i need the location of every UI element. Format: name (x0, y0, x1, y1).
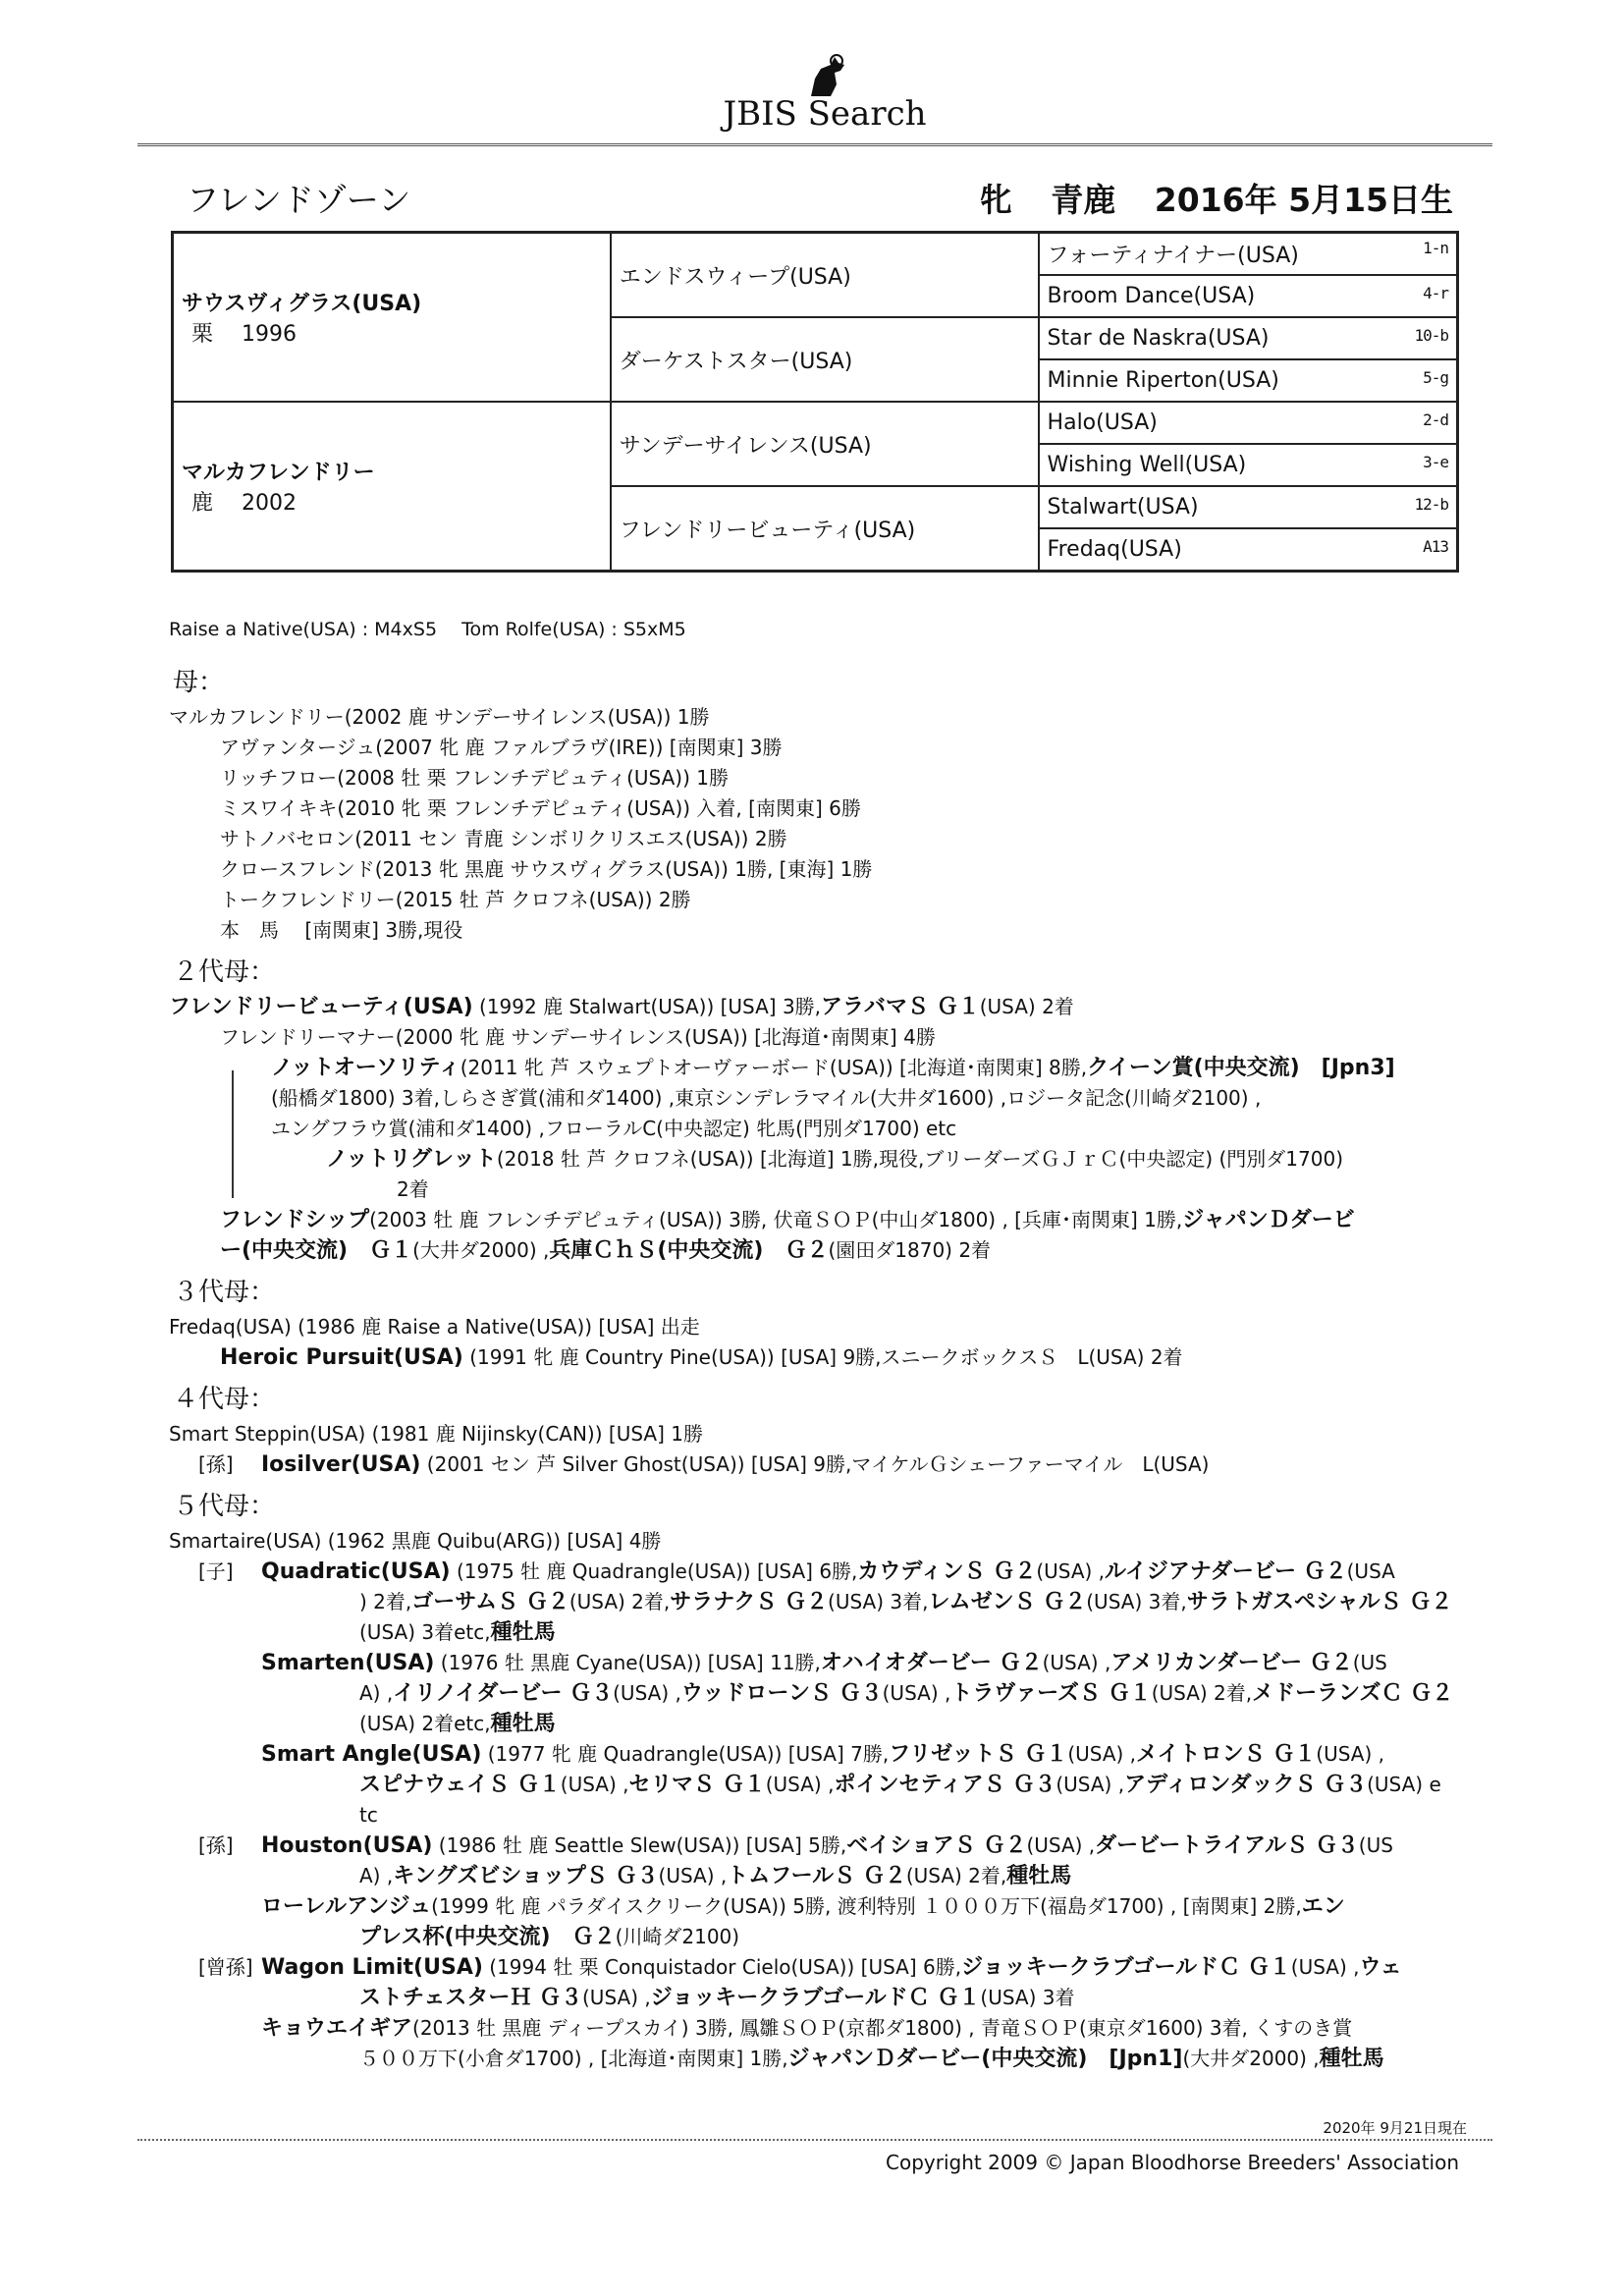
family-number: A13 (1423, 537, 1448, 556)
record-line (169, 1922, 1475, 1952)
dam-cell[interactable] (173, 402, 611, 572)
record-line (169, 2013, 1475, 2044)
record-text: (1991 牝 鹿 Country Pine(USA)) [USA] 9勝,スニークボックスＳ L(USA) 2着 (462, 1345, 1183, 1369)
race-name: フリゼットＳ Ｇ１ (889, 1742, 1068, 1767)
record-text: (2003 牡 鹿 フレンチデピュティ(USA)) 3勝, 伏竜ＳＯＰ(中山ダ1800) , [兵庫･南関東] 1勝, (369, 1208, 1183, 1231)
record-line (169, 1053, 1475, 1083)
record-line (169, 1831, 1475, 1861)
race-name: ー(中央交流) Ｇ１ (220, 1238, 413, 1263)
record-text: (USA) , (1026, 1833, 1096, 1857)
pedigree-gg[interactable] (1039, 528, 1458, 572)
record-text: (USA) , (765, 1773, 835, 1796)
stallion-tag: 種牡馬 (1006, 1864, 1072, 1888)
record-text: (USA) 3着 (980, 1986, 1075, 2009)
record-text: ) 2着, (359, 1590, 412, 1613)
section-heading: ５代母： (173, 1492, 276, 1521)
record-line (169, 1983, 1475, 2013)
horse-link[interactable]: Houston(USA) (261, 1833, 433, 1858)
relation-label: [子] (198, 1559, 234, 1583)
record-text: (USA) 2着 (979, 995, 1074, 1018)
record-line (169, 1739, 1475, 1770)
record-line: マルカフレンドリー(2002 鹿 サンデーサイレンス(USA)) 1勝 (169, 705, 710, 729)
race-name: イリノイダービー Ｇ３ (393, 1681, 614, 1706)
pedigree-gg[interactable] (1039, 275, 1458, 317)
horse-link[interactable]: フレンドリービューティ(USA) (169, 995, 473, 1019)
relation-label: [曾孫] (198, 1955, 253, 1979)
record-text: (USA) 2着, (1151, 1681, 1253, 1705)
record-text: (USA) , (882, 1681, 951, 1705)
race-name: ウッドローンＳ Ｇ３ (680, 1681, 883, 1706)
record-text: (USA) 2着etc, (359, 1712, 491, 1735)
race-name: スピナウェイＳ Ｇ１ (359, 1773, 561, 1797)
race-name: アディロンダックＳ Ｇ３ (1124, 1773, 1368, 1797)
record-text: (大井ダ2000) , (1182, 2047, 1320, 2070)
record-line (169, 1449, 1475, 1480)
logo-text: JBIS Search (723, 94, 927, 134)
record-text: (1975 牡 鹿 Quadrangle(USA)) [USA] 6勝, (450, 1559, 858, 1583)
horse-color: 青鹿 (1051, 181, 1116, 219)
record-text: (USA) , (1036, 1559, 1106, 1583)
horse-link[interactable]: キョウエイギア (261, 2016, 413, 2041)
record-text: (USA) , (1042, 1651, 1111, 1674)
gg-name: Wishing Well(USA) (1047, 453, 1247, 477)
pedigree-gg[interactable] (1039, 402, 1458, 444)
record-text: (USA) , (560, 1773, 629, 1796)
record-line (169, 1617, 1475, 1648)
record-line (169, 1648, 1475, 1678)
record-text: (大井ダ2000) , (412, 1238, 550, 1262)
horse-link[interactable]: ノットリグレット (326, 1147, 497, 1172)
record-text: (USA) 3着etc, (359, 1620, 491, 1644)
race-name: エン (1301, 1894, 1345, 1919)
record-text: (USA) , (582, 1986, 651, 2009)
dam-sub: 鹿 2002 (191, 491, 297, 516)
record-line: クロースフレンド(2013 牝 黒鹿 サウスヴィグラス(USA)) 1勝, [東海] 1勝 (220, 857, 873, 881)
record-text: (USA) 3着, (828, 1590, 929, 1613)
family-record (169, 656, 1475, 2074)
race-name: クイーン賞(中央交流) [Jpn3] (1087, 1056, 1395, 1080)
race-name: ダービートライアルＳ Ｇ３ (1095, 1833, 1359, 1858)
race-name: メドーランズＣ Ｇ２ (1252, 1681, 1454, 1706)
record-text: A) , (359, 1681, 394, 1705)
record-line: フレンドリーマナー(2000 牝 鹿 サンデーサイレンス(USA)) [北海道･南関東] 4勝 (220, 1025, 936, 1049)
record-line: リッチフロー(2008 牡 栗 フレンチデピュティ(USA)) 1勝 (220, 766, 729, 790)
record-text: (USA) , (1067, 1742, 1137, 1766)
race-name: サラナクＳ Ｇ２ (670, 1590, 829, 1614)
record-text: (USA) 2着, (905, 1864, 1007, 1887)
race-name: ストチェスターＨ Ｇ３ (359, 1986, 582, 2010)
record-text: A) , (359, 1864, 394, 1887)
record-text: (2011 牝 芦 スウェプトオーヴァーボード(USA)) [北海道･南関東] 8勝, (460, 1056, 1088, 1079)
record-line (169, 1770, 1475, 1800)
gg-name: フォーティナイナー(USA) (1047, 244, 1299, 268)
race-name: レムゼンＳ Ｇ２ (928, 1590, 1087, 1614)
sire-sub: 栗 1996 (191, 322, 297, 347)
race-name: ベイショアＳ Ｇ２ (846, 1833, 1027, 1858)
race-name: ジョッキークラブゴールドＣ Ｇ１ (650, 1986, 981, 2010)
gg-name: Fredaq(USA) (1047, 537, 1182, 562)
as-of-date: 2020年 9月21日現在 (1323, 2119, 1467, 2137)
record-line: tc (359, 1803, 378, 1827)
record-line: サトノバセロン(2011 セン 青鹿 シンボリクリスエス(USA)) 2勝 (220, 827, 787, 850)
pedigree-gg[interactable] (1039, 233, 1458, 276)
record-text: (US (1358, 1833, 1393, 1857)
record-text: (USA) e (1367, 1773, 1441, 1796)
race-name: アラバマＳ Ｇ１ (821, 995, 980, 1019)
pedigree-mid[interactable]: エンドスウィープ(USA) (611, 233, 1039, 318)
title-row (187, 175, 1453, 224)
horse-link[interactable]: Smarten(USA) (261, 1651, 435, 1675)
record-line: Fredaq(USA) (1986 鹿 Raise a Native(USA)) [USA] 出走 (169, 1315, 700, 1339)
record-text: (2018 牡 芦 クロフネ(USA)) [北海道] 1勝,現役,ブリーダーズＧＪｒＣ(中央認定) (門別ダ1700) (496, 1147, 1344, 1171)
record-line (169, 992, 1475, 1022)
race-name: カウディンＳ Ｇ２ (857, 1559, 1037, 1584)
record-line: ユングフラウ賞(浦和ダ1400) ,フローラルC(中央認定) 牝馬(門別ダ1700) etc (271, 1117, 957, 1140)
race-name: ジョッキークラブゴールドＣ Ｇ１ (961, 1955, 1291, 1980)
record-text: (1999 牝 鹿 パラダイスクリーク(USA)) 5勝, 渡利特別 １０００万下(福島ダ1700) , [南関東] 2勝, (431, 1894, 1302, 1918)
horse-link[interactable]: Wagon Limit(USA) (261, 1955, 483, 1980)
record-line (169, 1144, 1475, 1175)
gg-name: Star de Naskra(USA) (1047, 326, 1270, 351)
record-line: トークフレンドリー(2015 牡 芦 クロフネ(USA)) 2勝 (220, 888, 691, 911)
record-text: (USA) , (658, 1864, 728, 1887)
record-line: ミスワイキキ(2010 牝 栗 フレンチデピュティ(USA)) 入着, [南関東] 6勝 (220, 796, 861, 820)
record-line (169, 1952, 1475, 1983)
record-text: (1994 牡 栗 Conquistador Cielo(USA)) [USA] 6勝, (482, 1955, 962, 1979)
inbreeding-note: Raise a Native(USA) : M4xS5 Tom Rolfe(USA) : S5xM5 (169, 619, 686, 640)
race-name: ジャパンＤダービ (1182, 1208, 1355, 1232)
section-heading: ２代母： (173, 957, 276, 987)
record-line (169, 1861, 1475, 1891)
record-line: Smart Steppin(USA) (1981 鹿 Nijinsky(CAN)) [USA] 1勝 (169, 1422, 703, 1446)
record-text: (園田ダ1870) 2着 (828, 1238, 992, 1262)
race-name: セリマＳ Ｇ１ (628, 1773, 766, 1797)
relation-label: [孫] (198, 1452, 234, 1476)
record-text: (2001 セン 芦 Silver Ghost(USA)) [USA] 9勝,マイケルＧシェーファーマイル L(USA) (420, 1452, 1210, 1476)
pedigree-gg[interactable] (1039, 359, 1458, 402)
record-text: (1977 牝 鹿 Quadrangle(USA)) [USA] 7勝, (481, 1742, 890, 1766)
race-name: オハイオダービー Ｇ２ (820, 1651, 1043, 1675)
record-line (169, 1557, 1475, 1587)
race-name: トラヴァーズＳ Ｇ１ (950, 1681, 1152, 1706)
record-line: 2着 (397, 1177, 429, 1201)
race-name: ポインセティアＳ Ｇ３ (834, 1773, 1056, 1797)
stallion-tag: 種牡馬 (490, 1712, 556, 1736)
record-line (169, 1235, 1475, 1266)
header-rule (137, 143, 1492, 146)
pedigree-mid[interactable]: サンデーサイレンス(USA) (611, 402, 1039, 486)
record-text: (USA) , (1290, 1955, 1360, 1979)
race-name: プレス杯(中央交流) Ｇ２ (359, 1925, 616, 1949)
record-line (169, 1205, 1475, 1235)
horse-sex: 牝 (979, 181, 1012, 219)
family-number: 12-b (1414, 495, 1448, 514)
family-number: 10-b (1414, 326, 1448, 345)
record-text: (USA (1346, 1559, 1395, 1583)
race-name: アメリカンダービー Ｇ２ (1110, 1651, 1353, 1675)
family-number: 4-r (1423, 284, 1448, 302)
gg-name: Broom Dance(USA) (1047, 284, 1256, 308)
pedigree-mid[interactable]: ダーケストスター(USA) (611, 317, 1039, 402)
horse-link[interactable]: フレンドシップ (220, 1208, 370, 1232)
section-heading: 母： (173, 668, 225, 697)
record-line: 本 馬 [南関東] 3勝,現役 (220, 918, 463, 942)
record-line (169, 1342, 1475, 1373)
record-text: (USA) 3着, (1086, 1590, 1187, 1613)
pedigree-table (171, 231, 1459, 573)
sire-cell[interactable] (173, 233, 611, 403)
race-name: ゴーサムＳ Ｇ２ (411, 1590, 569, 1614)
record-line: アヴァンタージュ(2007 牝 鹿 ファルブラヴ(IRE)) [南関東] 3勝 (220, 736, 783, 759)
family-number: 2-d (1423, 410, 1448, 429)
stallion-tag: 種牡馬 (490, 1620, 556, 1645)
section-heading: ３代母： (173, 1278, 276, 1307)
record-text: (2013 牡 黒鹿 ディープスカイ) 3勝, 鳳雛ＳＯＰ(京都ダ1800) , 青竜ＳＯＰ(東京ダ1600) 3着, くすのき賞 (412, 2016, 1353, 2040)
record-text: (1986 牡 鹿 Seattle Slew(USA)) [USA] 5勝, (432, 1833, 847, 1857)
section-heading: ４代母： (173, 1385, 276, 1414)
gg-name: Stalwart(USA) (1047, 495, 1199, 519)
record-line (169, 2044, 1475, 2074)
family-number: 3-e (1423, 453, 1448, 471)
dam-name: マルカフレンドリー (182, 461, 375, 485)
race-name: ルイジアナダービー Ｇ２ (1105, 1559, 1347, 1584)
record-line: (船橋ダ1800) 3着,しらさぎ賞(浦和ダ1400) ,東京シンデレラマイル(大井ダ1600) ,ロジータ記念(川崎ダ2100) , (271, 1086, 1262, 1110)
horse-link[interactable]: ノットオーソリティ (271, 1056, 460, 1080)
record-text: (USA) 2着, (568, 1590, 671, 1613)
record-text: (1976 牡 黒鹿 Cyane(USA)) [USA] 11勝, (434, 1651, 821, 1674)
record-text: (川崎ダ2100) (615, 1925, 740, 1948)
relation-label: [孫] (198, 1833, 234, 1857)
record-text: (USA) , (1316, 1742, 1384, 1766)
record-text: (1992 鹿 Stalwart(USA)) [USA] 3勝, (472, 995, 822, 1018)
gg-name: Halo(USA) (1047, 410, 1158, 435)
horse-link[interactable]: Smart Angle(USA) (261, 1742, 482, 1767)
record-text: (US (1352, 1651, 1387, 1674)
record-line (169, 1709, 1475, 1739)
race-name: メイトロンＳ Ｇ１ (1136, 1742, 1317, 1767)
gg-name: Minnie Riperton(USA) (1047, 368, 1279, 393)
horse-link[interactable]: Heroic Pursuit(USA) (220, 1345, 463, 1370)
horse-meta (952, 175, 1453, 221)
horse-name: フレンドゾーン (187, 181, 411, 219)
record-line (169, 1891, 1475, 1922)
family-number: 1-n (1423, 239, 1448, 257)
pedigree-gg[interactable] (1039, 444, 1458, 486)
race-name: キングズビショップＳ Ｇ３ (393, 1864, 659, 1888)
jbis-logo[interactable] (707, 51, 943, 139)
sire-name: サウスヴィグラス(USA) (182, 292, 422, 316)
horse-birth: 2016年 5月15日生 (1154, 181, 1453, 219)
record-line (169, 1678, 1475, 1709)
race-name: 兵庫ＣｈＳ(中央交流) Ｇ２ (549, 1238, 829, 1263)
record-line: Smartaire(USA) (1962 黒鹿 Quibu(ARG)) [USA] 4勝 (169, 1529, 662, 1553)
horse-link[interactable]: ローレルアンジュ (261, 1894, 432, 1919)
race-name: トムフールＳ Ｇ２ (727, 1864, 906, 1888)
footer-rule (137, 2139, 1492, 2141)
record-text: (USA) , (613, 1681, 681, 1705)
horse-link[interactable]: Iosilver(USA) (261, 1452, 421, 1477)
pedigree-mid[interactable]: フレンドリービューティ(USA) (611, 486, 1039, 572)
record-text: ５００万下(小倉ダ1700) , [北海道･南関東] 1勝, (359, 2047, 788, 2070)
copyright: Copyright 2009 © Japan Bloodhorse Breeders' Association (886, 2151, 1459, 2174)
pedigree-gg[interactable] (1039, 317, 1458, 359)
stallion-tag: 種牡馬 (1319, 2047, 1384, 2071)
family-number: 5-g (1423, 368, 1448, 387)
horse-link[interactable]: Quadratic(USA) (261, 1559, 451, 1584)
race-name: ウェ (1359, 1955, 1402, 1980)
race-name: サラトガスペシャルＳ Ｇ２ (1186, 1590, 1453, 1614)
race-name: ジャパンＤダービー(中央交流) [Jpn1] (787, 2047, 1183, 2071)
record-line (169, 1587, 1475, 1617)
pedigree-gg[interactable] (1039, 486, 1458, 528)
record-text: (USA) , (1056, 1773, 1125, 1796)
